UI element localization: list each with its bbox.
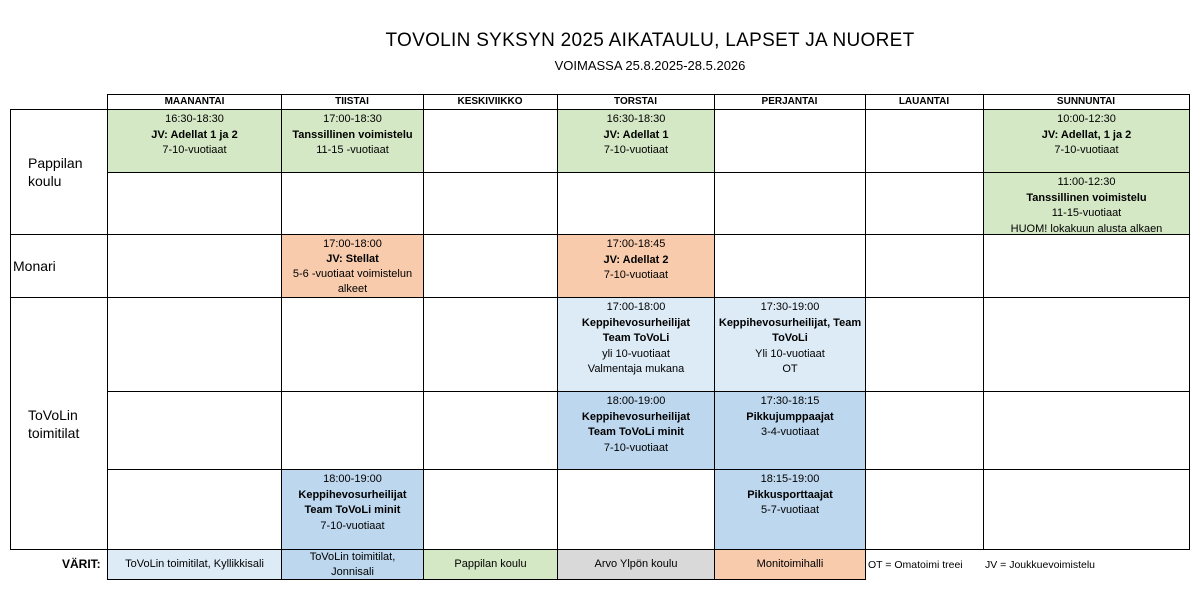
grid-line — [983, 94, 984, 110]
empty-cell — [865, 297, 984, 392]
session-team: ToVoLi — [772, 332, 808, 344]
legend-jv: JV = Joukkuevoimistelu — [985, 559, 1096, 571]
grid-line — [10, 234, 108, 235]
empty-cell — [865, 469, 984, 550]
session-team: Team ToVoLi minit — [304, 504, 401, 516]
session-cell — [983, 172, 1190, 235]
grid-line — [714, 94, 715, 110]
day-header-fri: PERJANTAI — [761, 96, 818, 107]
session-name: JV: Adellat 2 — [603, 253, 669, 266]
empty-cell — [865, 172, 984, 235]
session-age: 7-10-vuotiaat — [162, 144, 227, 156]
session-name: JV: Adellat, 1 ja 2 — [1041, 128, 1132, 141]
session-name: Keppihevosurheilijat — [581, 316, 691, 329]
session-age: Yli 10-vuotiaat — [755, 347, 825, 360]
grid-line — [10, 109, 11, 550]
legend-text: Pappilan koulu — [454, 558, 527, 570]
session-time: 16:30-18:30 — [165, 113, 224, 125]
empty-cell — [281, 391, 424, 470]
legend-monitoimi — [714, 549, 866, 580]
legend-label: VÄRIT: — [62, 557, 101, 571]
day-header-mon: MAANANTAI — [164, 96, 225, 107]
session-cell — [983, 109, 1190, 173]
session-age: 11-15-vuotiaat — [1051, 207, 1122, 219]
empty-cell — [423, 234, 558, 298]
session-time: 10:00-12:30 — [1057, 113, 1116, 125]
empty-cell — [557, 469, 715, 550]
session-age: yli 10-vuotiaat — [602, 347, 670, 360]
session-name: Tanssillinen voimistelu — [292, 128, 413, 141]
empty-cell — [983, 391, 1190, 470]
legend-ot: OT = Omatoimi treei — [868, 559, 963, 571]
session-note: OT — [782, 363, 798, 375]
location-label-tovoli: ToVoLin toimitilat — [28, 407, 80, 441]
empty-cell — [865, 109, 984, 173]
session-age: 7-10-vuotiaat — [603, 441, 669, 454]
session-time: 17:00-18:00 — [606, 301, 666, 313]
session-time: 17:00-18:30 — [323, 113, 382, 125]
session-time: 17:00-18:00 — [323, 238, 382, 250]
day-header-sun: SUNNUNTAI — [1056, 96, 1116, 107]
session-name: Keppihevosurheilijat, Team — [718, 316, 862, 329]
session-cell — [557, 234, 715, 298]
empty-cell — [107, 234, 282, 298]
empty-cell — [983, 297, 1190, 392]
location-label-pappila: Pappilan koulu — [28, 155, 83, 189]
empty-cell — [423, 297, 558, 392]
empty-cell — [107, 391, 282, 470]
session-time: 18:00-19:00 — [323, 473, 382, 485]
empty-cell — [423, 172, 558, 235]
session-cell — [714, 297, 866, 392]
session-age: 7-10-vuotiaat — [1054, 144, 1119, 156]
day-header-thu: TORSTAI — [614, 96, 657, 107]
session-cell — [557, 109, 715, 173]
session-cell — [107, 109, 282, 173]
session-name: Pikkujumppaajat — [746, 410, 834, 423]
session-name: Tanssillinen voimistelu — [1026, 191, 1147, 204]
empty-cell — [714, 172, 866, 235]
legend-arvo — [557, 549, 715, 580]
session-team: Team ToVoLi minit — [588, 426, 684, 438]
session-age: 3-4-vuotiaat — [760, 426, 820, 438]
grid-line — [423, 94, 424, 110]
session-name: Keppihevosurheilijat — [298, 488, 407, 501]
session-name: JV: Stellat — [326, 253, 379, 265]
session-time: 18:15-19:00 — [760, 473, 820, 485]
empty-cell — [107, 172, 282, 235]
empty-cell — [557, 172, 715, 235]
grid-line — [557, 94, 558, 110]
session-age: 7-10-vuotiaat — [320, 519, 385, 532]
session-cell — [714, 469, 866, 550]
session-name: Keppihevosurheilijat — [581, 410, 691, 423]
session-name: Pikkusporttaajat — [747, 488, 833, 501]
session-cell — [557, 297, 715, 392]
location-label-monari: Monari — [13, 258, 56, 274]
session-cell — [281, 234, 424, 298]
session-note: HUOM! lokakuun alusta alkaen — [1010, 222, 1163, 235]
session-team: Team ToVoLi — [602, 332, 670, 344]
legend-text: ToVoLin toimitilat, Kyllikkisali — [125, 558, 264, 570]
session-time: 11:00-12:30 — [1057, 176, 1116, 188]
legend-kyllikkisali — [107, 549, 282, 580]
empty-cell — [423, 109, 558, 173]
session-cell — [281, 109, 424, 173]
grid-line — [281, 94, 282, 110]
grid-line — [10, 297, 108, 298]
session-note: Valmentaja mukana — [587, 363, 685, 375]
session-cell — [281, 469, 424, 550]
empty-cell — [107, 297, 282, 392]
session-cell — [714, 391, 866, 470]
legend-text: Monitoimihalli — [756, 558, 824, 570]
empty-cell — [714, 234, 866, 298]
legend-text: Arvo Ylpön koulu — [594, 558, 678, 570]
empty-cell — [983, 234, 1190, 298]
session-time: 16:30-18:30 — [606, 113, 666, 125]
empty-cell — [714, 109, 866, 173]
page-subtitle: VOIMASSA 25.8.2025-28.5.2026 — [554, 58, 746, 73]
legend-text: ToVoLin toimitilat, Jonnisali — [309, 550, 396, 578]
session-age: 5-7-vuotiaat — [760, 504, 820, 516]
empty-cell — [281, 297, 424, 392]
page-title: TOVOLIN SYKSYN 2025 AIKATAULU, LAPSET JA NUORET — [385, 30, 915, 51]
empty-cell — [983, 469, 1190, 550]
session-time: 17:00-18:45 — [606, 238, 666, 250]
day-header-wed: KESKIVIIKKO — [457, 96, 523, 107]
empty-cell — [281, 172, 424, 235]
session-name: JV: Adellat 1 ja 2 — [151, 128, 238, 141]
day-header-sat: LAUANTAI — [898, 96, 950, 107]
empty-cell — [423, 469, 558, 550]
session-cell — [557, 391, 715, 470]
legend-pappila — [423, 549, 558, 580]
empty-cell — [865, 234, 984, 298]
empty-cell — [107, 469, 282, 550]
session-age: 11-15 -vuotiaat — [316, 144, 389, 156]
session-time: 17:30-19:00 — [760, 301, 820, 313]
legend-jonnisali — [281, 549, 424, 580]
session-age: 7-10-vuotiaat — [603, 144, 669, 156]
grid-line — [865, 94, 866, 110]
session-time: 17:30-18:15 — [760, 395, 820, 407]
empty-cell — [423, 391, 558, 470]
session-time: 18:00-19:00 — [606, 395, 666, 407]
session-age: 5-6 -vuotiaat voimistelun alkeet — [292, 268, 413, 295]
session-name: JV: Adellat 1 — [603, 128, 669, 141]
day-header-tue: TIISTAI — [335, 96, 369, 107]
empty-cell — [865, 391, 984, 470]
session-age: 7-10-vuotiaat — [603, 269, 669, 281]
